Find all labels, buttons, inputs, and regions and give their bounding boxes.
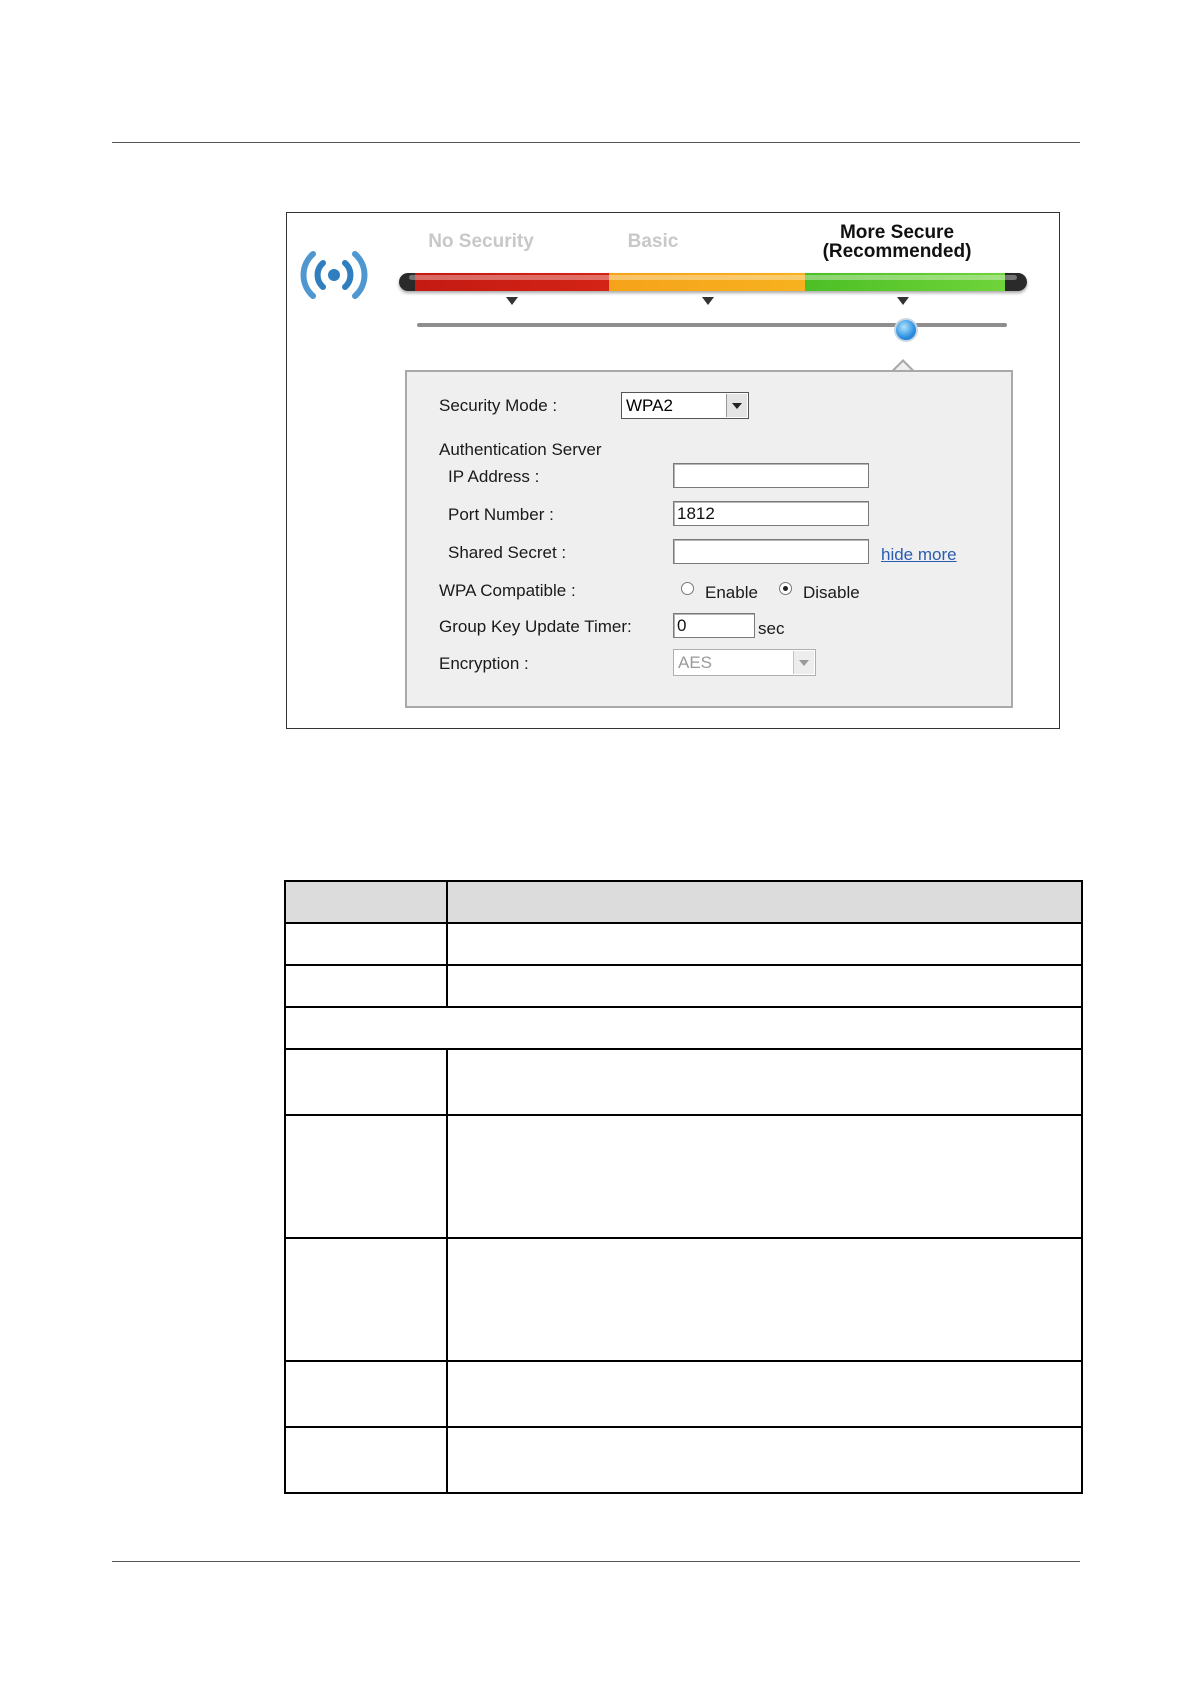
table-cell — [447, 1049, 1082, 1115]
shared-secret-label: Shared Secret : — [448, 543, 567, 562]
table-row — [285, 1049, 1082, 1115]
shared-secret-input[interactable] — [673, 539, 869, 564]
table-header-row — [285, 881, 1082, 923]
security-mode-select[interactable] — [621, 392, 749, 419]
security-level-slider-track[interactable] — [417, 323, 1007, 327]
table-cell — [447, 965, 1082, 1007]
field-description-table — [284, 880, 1083, 1494]
ip-address-input[interactable] — [673, 463, 869, 488]
hide-more-link[interactable]: hide more — [881, 545, 957, 564]
group-key-timer-label: Group Key Update Timer: — [439, 617, 632, 636]
level-marker-icon — [897, 297, 909, 305]
table-row — [285, 965, 1082, 1007]
encryption-select[interactable] — [673, 649, 816, 676]
level-more-secure-line1: More Secure — [839, 222, 955, 243]
wireless-security-screenshot — [286, 212, 1060, 729]
wpa-disable-label: Disable — [803, 583, 860, 602]
security-mode-value: WPA2 — [626, 396, 673, 415]
wireless-signal-icon — [299, 247, 369, 303]
port-number-input[interactable]: 1812 — [673, 501, 869, 526]
table-row — [285, 1007, 1082, 1049]
wpa-compatible-label: WPA Compatible : — [439, 581, 576, 600]
wpa-enable-label: Enable — [705, 583, 758, 602]
table-cell — [285, 965, 447, 1007]
table-cell — [285, 1238, 447, 1361]
level-more-secure-line2: (Recommended) — [822, 241, 972, 262]
table-header-cell — [447, 881, 1082, 923]
encryption-value: AES — [678, 653, 713, 672]
table-cell — [447, 1361, 1082, 1427]
level-no-security-label[interactable]: No Security — [428, 231, 534, 252]
security-mode-label: Security Mode : — [439, 396, 558, 415]
port-number-label: Port Number : — [448, 505, 554, 524]
level-marker-icon — [702, 297, 714, 305]
auth-server-heading: Authentication Server — [439, 440, 602, 459]
table-cell — [447, 923, 1082, 965]
table-cell — [447, 1427, 1082, 1493]
table-row — [285, 1115, 1082, 1238]
table-cell — [447, 1238, 1082, 1361]
encryption-label: Encryption : — [439, 654, 529, 673]
level-basic-label[interactable]: Basic — [627, 231, 679, 252]
table-header-cell — [285, 881, 447, 923]
table-row — [285, 1361, 1082, 1427]
wpa-disable-radio[interactable] — [779, 582, 792, 595]
group-key-unit: sec — [758, 619, 785, 638]
table-row — [285, 1238, 1082, 1361]
table-cell — [285, 923, 447, 965]
security-level-slider-handle[interactable] — [894, 318, 918, 342]
table-cell — [285, 1115, 447, 1238]
table-cell — [285, 1361, 447, 1427]
security-settings-panel — [405, 370, 1013, 708]
ip-address-label: IP Address : — [448, 467, 540, 486]
header-rule — [112, 142, 1080, 143]
security-level-color-bar — [399, 273, 1027, 291]
level-marker-icon — [506, 297, 518, 305]
chevron-down-icon[interactable] — [726, 394, 747, 417]
group-key-timer-input[interactable]: 0 — [673, 613, 755, 638]
table-cell — [447, 1115, 1082, 1238]
level-more-secure-label[interactable] — [807, 223, 987, 261]
table-row — [285, 923, 1082, 965]
table-cell — [285, 1427, 447, 1493]
wpa-enable-radio[interactable] — [681, 582, 694, 595]
table-cell — [285, 1049, 447, 1115]
table-row — [285, 1427, 1082, 1493]
footer-rule — [112, 1561, 1080, 1562]
chevron-down-icon — [793, 651, 814, 674]
table-section-cell — [285, 1007, 1082, 1049]
